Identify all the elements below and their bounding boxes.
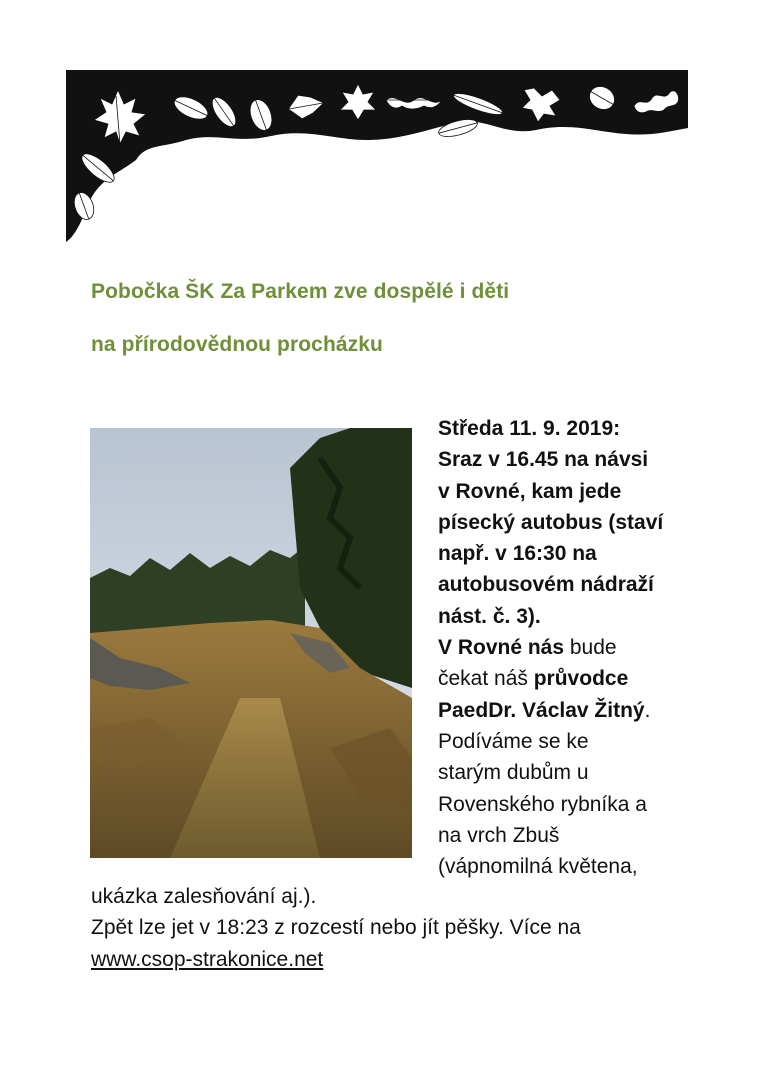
event-line <box>438 695 738 726</box>
event-line: v Rovné, kam jede <box>438 479 622 503</box>
event-bold-text: průvodce <box>533 667 629 691</box>
event-line: starým dubům u <box>438 761 589 785</box>
event-line: Sraz v 16.45 na návsi <box>438 448 649 472</box>
event-text: . <box>644 698 651 722</box>
footer-line: Zpět lze jet v 18:23 z rozcestí nebo jít pěšky. Více na <box>91 916 581 940</box>
footer-line <box>91 944 731 975</box>
event-details <box>438 413 738 882</box>
event-line: (vápnomilná květena, <box>438 855 638 879</box>
event-line: písecký autobus (staví <box>438 510 664 534</box>
landscape-photo <box>90 428 412 858</box>
event-line: např. v 16:30 na <box>438 542 597 566</box>
event-bold-text: V Rovné nás <box>438 636 565 660</box>
event-line: na vrch Zbuš <box>438 823 560 847</box>
event-line: Rovenského rybníka a <box>438 792 647 816</box>
website-link[interactable]: www.csop-strakonice.net <box>91 947 324 971</box>
event-line: Podíváme se ke <box>438 729 589 753</box>
event-line <box>438 632 738 663</box>
heading-line-2: na přírodovědnou procházku <box>91 333 383 356</box>
event-date: Středa 11. 9. 2019: <box>438 417 621 440</box>
event-line: autobusovém nádraží <box>438 573 654 597</box>
heading-line-1: Pobočka ŠK Za Parkem zve dospělé i děti <box>91 280 510 303</box>
event-text: čekat náš <box>438 667 534 691</box>
event-line: nást. č. 3). <box>438 604 541 628</box>
leaf-banner <box>66 70 688 242</box>
event-line <box>438 663 738 694</box>
footer-line: ukázka zalesňování aj.). <box>91 885 317 908</box>
event-text: bude <box>564 636 617 660</box>
guide-name: PaedDr. Václav Žitný <box>438 698 645 722</box>
event-footer <box>91 881 731 975</box>
